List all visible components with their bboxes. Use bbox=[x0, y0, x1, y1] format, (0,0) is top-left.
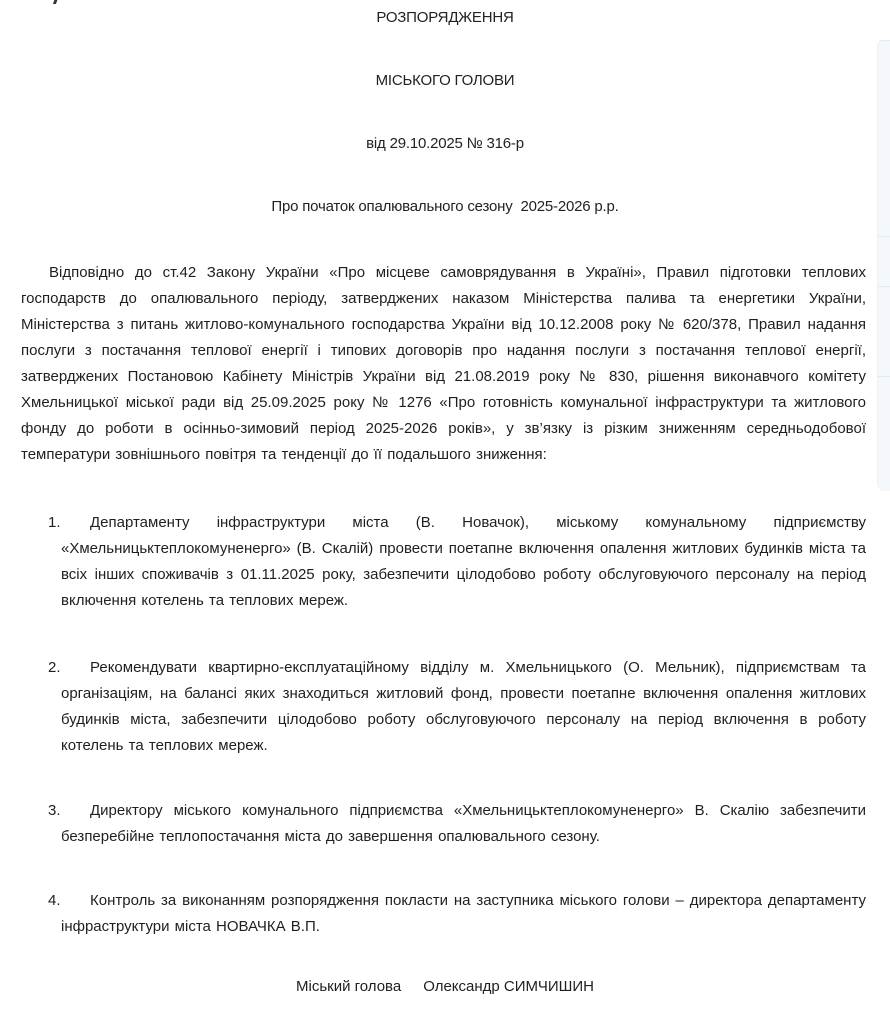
preamble-paragraph: Відповідно до ст.42 Закону України «Про місцеве самоврядування в Україні», Правил підготовки теплових господарств до опалювального періоду, затверджених наказом Міністерства палива та енергетики України, Міністерства з питань житлово-комунального господарства України від 10.12.2008 року № 620/378, Правил надання послуги з постачання теплової енергії і типових договорів про надання послуги з постачання теплової енергії, затверджених Постановою Кабінету Міністрів України від 21.08.2019 року № 830, рішення виконавчого комітету Хмельницької міської ради від 25.09.2025 року № 1276 «Про готовність комунальної інфраструктури та житлового фонду до роботи в осінньо-зимовий період 2025-2026 років», у зв’язку із різким зниженням середньодобової температури зовнішнього повітря та тенденції до її подальшого зниження: bbox=[21, 264, 866, 463]
order-item-text: Департаменту інфраструктури міста (В. Новачок), міському комунальному підприємству «Хмельницьктеплокомуненерго» (В. Скалій) провести поетапне включення опалення житлових будинків міста та всіх інших споживачів з 01.11.2025 року, забезпечити цілодобово роботу обслуговуючого персоналу на період включення котелень та теплових мереж. bbox=[61, 514, 866, 609]
order-item-number: 2. bbox=[48, 659, 61, 676]
signature-name: Олександр СИМЧИШИН bbox=[423, 978, 594, 995]
order-item-text: Контроль за виконанням розпорядження покласти на заступника міського голови – директора департаменту інфраструктури міста НОВАЧКА В.П. bbox=[61, 892, 866, 935]
document-subject: Про початок опалювального сезону 2025-2026 р.р. bbox=[271, 198, 619, 215]
side-panel bbox=[877, 40, 890, 491]
side-panel-divider bbox=[878, 286, 890, 287]
order-item-number: 1. bbox=[48, 514, 61, 531]
order-item-text: Рекомендувати квартирно-експлуатаційному відділу м. Хмельницького (О. Мельник), підприємствам та організаціям, на балансі яких знаходиться житловий фонд, провести поетапне включення опалення житлових будинків міста, забезпечити цілодобово роботу обслуговуючого персоналу на період включення в роботу котелень та теплових мереж. bbox=[61, 659, 866, 754]
side-panel-divider bbox=[878, 236, 890, 237]
corner-artifact bbox=[53, 0, 58, 4]
document-date-number: від 29.10.2025 № 316-р bbox=[366, 135, 524, 152]
document-issuer: МІСЬКОГО ГОЛОВИ bbox=[375, 72, 515, 89]
signature-position: Міський голова bbox=[296, 978, 402, 995]
side-panel-divider bbox=[878, 376, 890, 377]
order-item-number: 3. bbox=[48, 802, 61, 819]
order-item-number: 4. bbox=[48, 892, 61, 909]
signature-block bbox=[0, 978, 890, 995]
document-type-title: РОЗПОРЯДЖЕННЯ bbox=[376, 9, 514, 26]
order-item-text: Директору міського комунального підприємства «Хмельницьктеплокомуненерго» В. Скалію забезпечити безперебійне теплопостачання міста до завершення опалювального сезону. bbox=[61, 802, 866, 845]
